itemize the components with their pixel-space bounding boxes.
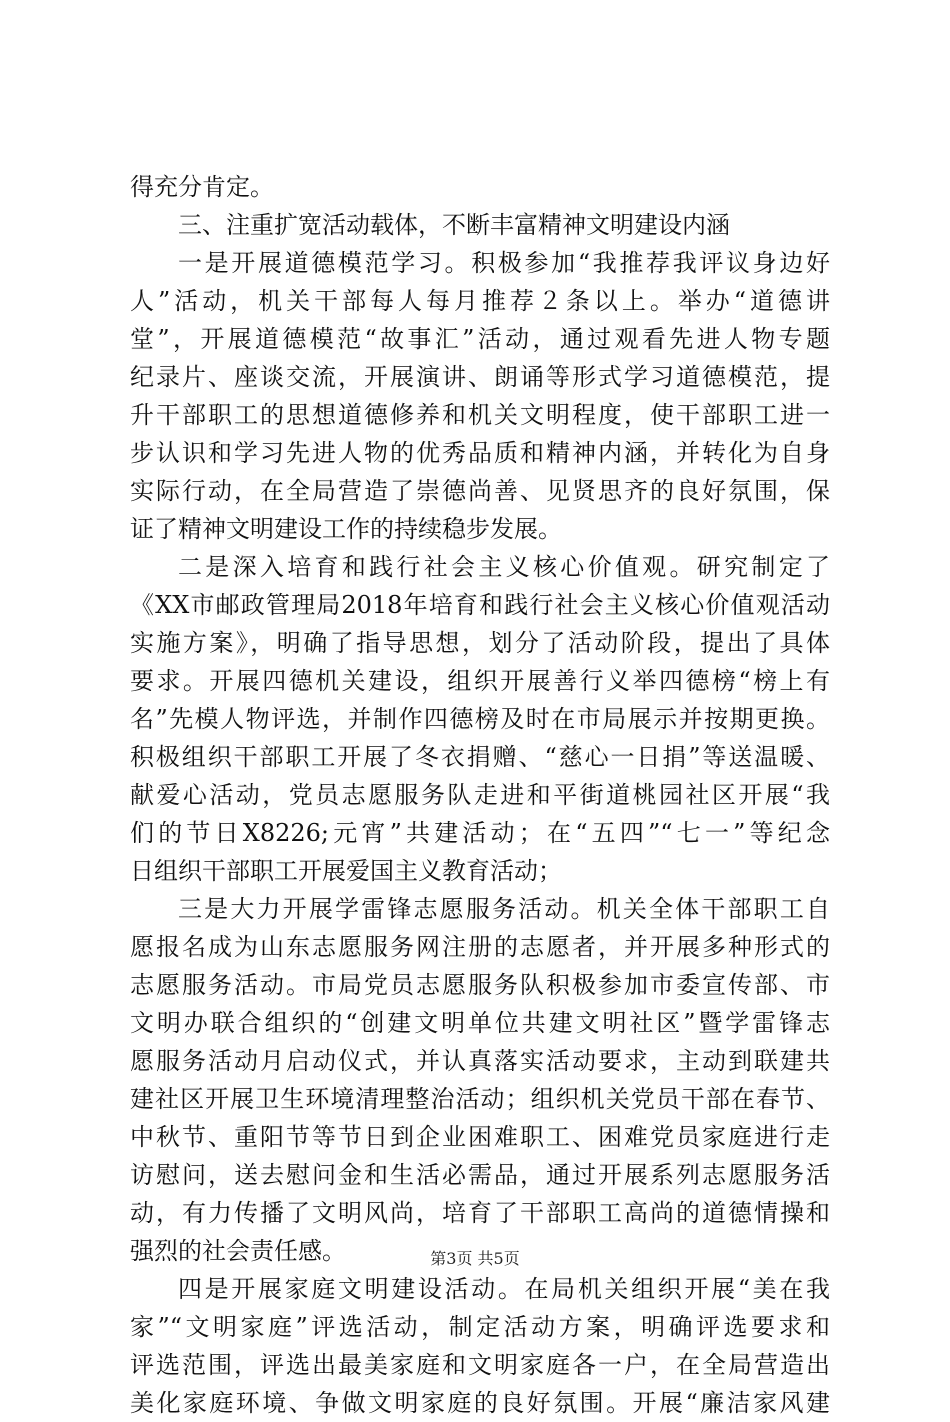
text-line: 得充分肯定。	[130, 173, 274, 201]
text-line: 愿报名成为山东志愿服务网注册的志愿者，并开展多种形式的	[130, 933, 830, 961]
text-line: 实际行动，在全局营造了崇德尚善、见贤思齐的良好氛围，保	[130, 477, 830, 505]
section-heading: 三、注重扩宽活动载体，不断丰富精神文明建设内涵	[178, 211, 730, 239]
text-line: 人”活动，机关干部每人每月推荐２条以上。举办“道德讲	[130, 287, 830, 315]
text-line: 证了精神文明建设工作的持续稳步发展。	[130, 515, 562, 543]
page-number: 第3页 共5页	[430, 1249, 520, 1268]
text-line: 纪录片、座谈交流，开展演讲、朗诵等形式学习道德模范，提	[130, 363, 830, 391]
text-line: 积极组织干部职工开展了冬衣捐赠、“慈心一日捐”等送温暖、	[130, 743, 830, 771]
body-text	[130, 168, 830, 1422]
text-line: 志愿服务活动。市局党员志愿服务队积极参加市委宣传部、市	[130, 971, 830, 999]
text-line: 中秋节、重阳节等节日到企业困难职工、困难党员家庭进行走	[130, 1123, 830, 1151]
text-line: 访慰问，送去慰问金和生活必需品，通过开展系列志愿服务活	[130, 1161, 830, 1189]
text-line: 评选范围，评选出最美家庭和文明家庭各一户，在全局营造出	[130, 1351, 830, 1379]
text-line: 步认识和学习先进人物的优秀品质和精神内涵，并转化为自身	[130, 439, 830, 467]
text-line: 名”先模人物评选，并制作四德榜及时在市局展示并按期更换。	[130, 705, 830, 733]
page-footer	[0, 1246, 950, 1269]
text-line: 动，有力传播了文明风尚，培育了干部职工高尚的道德情操和	[130, 1199, 830, 1227]
text-line: 一是开展道德模范学习。积极参加“我推荐我评议身边好	[178, 249, 830, 277]
text-line: 要求。开展四德机关建设，组织开展善行义举四德榜“榜上有	[130, 667, 830, 695]
text-line: 们的节日X8226;元宵”共建活动；在“五四”“七一”等纪念	[130, 819, 830, 847]
text-line: 堂”，开展道德模范“故事汇”活动，通过观看先进人物专题	[130, 325, 830, 353]
text-line: 《XX市邮政管理局2018年培育和践行社会主义核心价值观活动	[130, 591, 830, 619]
text-line: 实施方案》，明确了指导思想，划分了活动阶段，提出了具体	[130, 629, 830, 657]
text-line: 愿服务活动月启动仪式，并认真落实活动要求，主动到联建共	[130, 1047, 830, 1075]
text-line: 升干部职工的思想道德修养和机关文明程度，使干部职工进一	[130, 401, 830, 429]
text-line: 强烈的社会责任感。	[130, 1237, 346, 1265]
text-line: 家”“文明家庭”评选活动，制定活动方案，明确评选要求和	[130, 1313, 830, 1341]
text-line: 三是大力开展学雷锋志愿服务活动。机关全体干部职工自	[178, 895, 830, 923]
text-line: 建社区开展卫生环境清理整治活动；组织机关党员干部在春节、	[130, 1085, 830, 1113]
text-line: 文明办联合组织的“创建文明单位共建文明社区”暨学雷锋志	[130, 1009, 830, 1037]
text-line: 二是深入培育和践行社会主义核心价值观。研究制定了	[178, 553, 830, 581]
text-line: 美化家庭环境、争做文明家庭的良好氛围。开展“廉洁家风建	[130, 1389, 830, 1417]
text-line: 四是开展家庭文明建设活动。在局机关组织开展“美在我	[178, 1275, 830, 1303]
text-line: 日组织干部职工开展爱国主义教育活动；	[130, 857, 562, 885]
text-line: 献爱心活动，党员志愿服务队走进和平街道桃园社区开展“我	[130, 781, 830, 809]
